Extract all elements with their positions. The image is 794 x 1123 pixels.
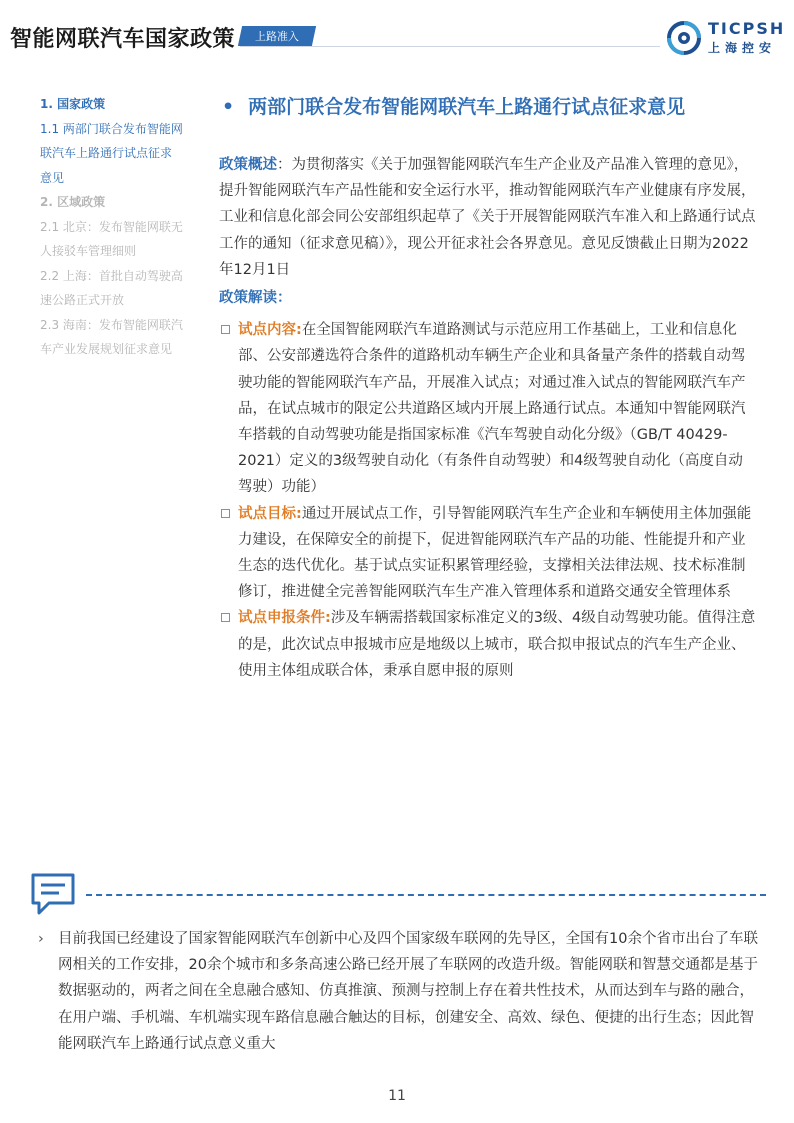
interpretation-colon: ：	[277, 290, 292, 307]
section-tag-label: 上路准入	[255, 30, 299, 43]
article-heading-text: 两部门联合发布智能网联汽车上路通行试点征求意见	[248, 96, 686, 118]
table-of-contents	[40, 92, 200, 362]
toc-item-line: 车产业发展规划征求意见	[40, 342, 173, 356]
toc-item-line: 人接驳车管理细则	[40, 244, 137, 258]
section-tag	[238, 26, 316, 46]
toc-item-2-3[interactable]	[40, 313, 200, 362]
logo-text-en: TICPSH	[708, 19, 786, 38]
point-pilot-conditions	[219, 605, 757, 684]
point-text: 通过开展试点工作，引导智能网联汽车生产企业和车辆使用主体加强能力建设，在保障安全的前提下，促进智能网联汽车产品的功能、性能提升和产业生态的迭代优化。基于试点实证积累管理经验，支撑相关法律法规、技术标准制修订，推进健全完善智能网联汽车生产准入管理体系和道路交通安全管理体系	[238, 505, 752, 601]
point-text: 涉及车辆需搭载国家标准定义的3级、4级自动驾驶功能。值得注意的是，此次试点申报城市应是地级以上城市，联合拟申报试点的汽车生产企业、使用主体组成联合体，秉承自愿申报的原则	[238, 610, 756, 679]
toc-item-line: 2.3 海南：发布智能网联汽	[40, 317, 183, 332]
point-label: 试点申报条件:	[238, 610, 331, 627]
toc-item-line: 1.1 两部门联合发布智能网	[40, 121, 183, 136]
point-label: 试点内容:	[238, 322, 302, 339]
overview-label: 政策概述	[219, 157, 277, 173]
toc-item-line: 联汽车上路通行试点征求	[40, 146, 173, 160]
toc-item-line: 2.1 北京：发布智能网联无	[40, 219, 183, 234]
toc-item-line: 速公路正式开放	[40, 293, 125, 307]
point-text: 在全国智能网联汽车道路测试与示范应用工作基础上，工业和信息化部、公安部遴选符合条件的道路机动车辆生产企业和具备量产条件的搭载自动驾驶功能的智能网联汽车产品，开展准入试点；对通过准入试点的智能网联汽车产品，在试点城市的限定公共道路区域内开展上路通行试点。本通知中智能网联汽车搭载的自动驾驶功能是指国家标准《汽车驾驶自动化分级》（GB/T 40429-2021）定义的3级驾驶自动化（有条件自动驾驶）和4级驾驶自动化（高度自动驾驶）功能）	[238, 322, 746, 496]
overview-text: ：为贯彻落实《关于加强智能网联汽车生产企业及产品准入管理的意见》，提升智能网联汽车产品性能和安全运行水平，推动智能网联汽车产业健康有序发展，工业和信息化部会同公安部组织起草了《关于开展智能网联汽车准入和上路通行试点工作的通知（征求意见稿）》，现公开征求社会各界意见。意见反馈截止日期为2022年12月1日	[219, 157, 756, 278]
comment-icon	[29, 870, 77, 918]
toc-section-national[interactable]: 1. 国家政策	[40, 97, 106, 111]
summary-note-text: 目前我国已经建设了国家智能网联汽车创新中心及四个国家级车联网的先导区，全国有10余个省市出台了车联网相关的工作安排，20余个城市和多条高速公路已经开展了车联网的改造升级。智能网联和智慧交通都是基于数据驱动的，两者之间在全息融合感知、仿真推演、预测与控制上存在着共性技术，从而达到车与路的融合，在用户端、手机端、车机端实现车路信息融合触达的目标，创建安全、高效、绿色、便捷的出行生态；因此智能网联汽车上路通行试点意义重大	[58, 931, 758, 1052]
interpretation-heading	[219, 285, 757, 311]
heading-bullet: •	[222, 96, 235, 118]
checkbox-bullet-icon	[221, 613, 230, 622]
logo-swirl-icon	[666, 20, 702, 56]
checkbox-bullet-icon	[221, 325, 230, 334]
header-divider	[240, 46, 660, 47]
policy-overview	[219, 152, 757, 283]
interpretation-label: 政策解读	[219, 290, 277, 307]
toc-item-line: 意见	[40, 170, 65, 185]
point-pilot-content	[219, 317, 757, 500]
summary-note	[38, 926, 760, 1057]
point-pilot-goal	[219, 501, 757, 606]
chevron-right-icon: ›	[38, 931, 44, 947]
article-body	[219, 152, 757, 684]
toc-section-regional[interactable]: 2. 区域政策	[40, 195, 106, 209]
dashed-divider	[86, 894, 766, 896]
point-label: 试点目标:	[238, 505, 302, 522]
page-header-title: 智能网联汽车国家政策	[10, 27, 236, 52]
company-logo	[666, 18, 786, 58]
toc-item-1-1[interactable]	[40, 117, 200, 191]
toc-item-2-1[interactable]	[40, 215, 200, 264]
logo-text-cn: 上海控安	[708, 41, 777, 55]
toc-item-line: 2.2 上海：首批自动驾驶高	[40, 268, 183, 283]
toc-item-2-2[interactable]	[40, 264, 200, 313]
article-heading	[222, 92, 685, 119]
page-number: 11	[388, 1088, 406, 1104]
checkbox-bullet-icon	[221, 509, 230, 518]
